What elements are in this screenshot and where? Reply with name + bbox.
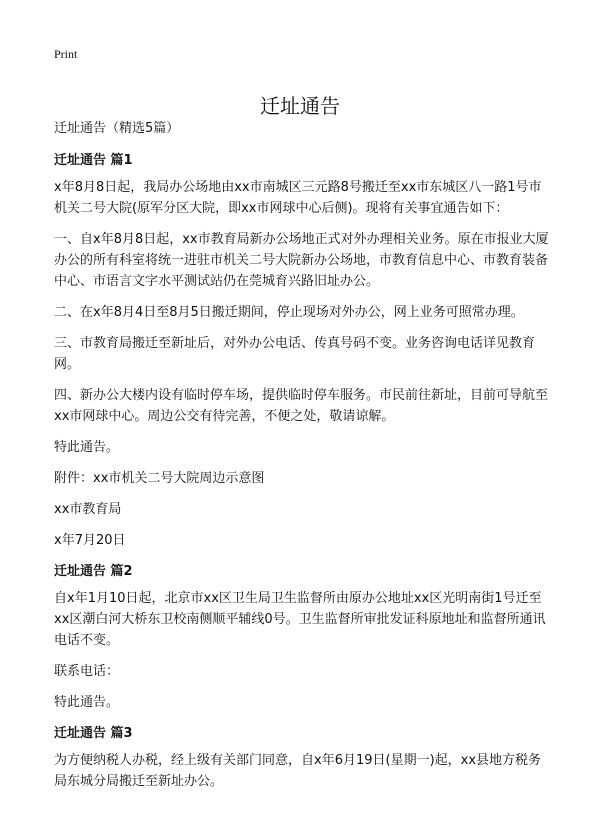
paragraph: 联系电话： (54, 664, 120, 679)
paragraph: x年8月8日起，我局办公场地由xx市南城区三元路8号搬迁至xx市东城区八一路1号市机关二号大院(原军分区大院，即xx市网球中心后侧)。现将有关事宜通告如下： (54, 180, 542, 216)
paragraph: xx市教育局 (54, 502, 122, 517)
section-1 (54, 150, 550, 551)
paragraph: 特此通告。 (54, 440, 120, 455)
print-label: Print (54, 47, 78, 61)
paragraph: 附件：xx市机关二号大院周边示意图 (54, 471, 265, 486)
paragraph: 特此通告。 (54, 695, 120, 710)
document-title: 迁址通告 (260, 94, 340, 119)
paragraph: 三、市教育局搬迁至新址后，对外办公电话、传真号码不变。业务咨询电话详见教育网。 (54, 336, 536, 372)
paragraph: 为方便纳税人办税，经上级有关部门同意，自x年6月19日(星期一)起，xx县地方税务局东城分局搬迁至新址办公。 (54, 753, 542, 789)
section-heading: 迁址通告 篇2 (54, 564, 133, 579)
section-2 (54, 561, 550, 713)
paragraph: 四、新办公大楼内设有临时停车场，提供临时停车服务。市民前往新址，目前可导航至xx市网球中心。周边公交有待完善，不便之处，敬请谅解。 (54, 388, 549, 424)
section-heading: 迁址通告 篇3 (54, 726, 133, 741)
section-3 (54, 723, 550, 792)
paragraph: 一、自x年8月8日起，xx市教育局新办公场地正式对外办理相关业务。原在市报业大厦办公的所有科室将统一进驻市机关二号大院新办公场地，市教育信息中心、市教育装备中心、市语言文字水平测试站仍在莞城育兴路旧址办公。 (54, 232, 549, 289)
document-subtitle: 迁址通告（精选5篇） (54, 121, 180, 136)
section-heading: 迁址通告 篇1 (54, 153, 133, 168)
paragraph: 自x年1月10日起，北京市xx区卫生局卫生监督所由原办公地址xx区光明南街1号迁至xx区潮白河大桥东卫校南侧顺平辅线0号。卫生监督所审批发证科原地址和监督所通讯电话不变。 (54, 591, 546, 648)
paragraph: 二、在x年8月4日至8月5日搬迁期间，停止现场对外办公，网上业务可照常办理。 (54, 305, 524, 320)
document-content (54, 118, 550, 802)
paragraph: x年7月20日 (54, 533, 126, 548)
